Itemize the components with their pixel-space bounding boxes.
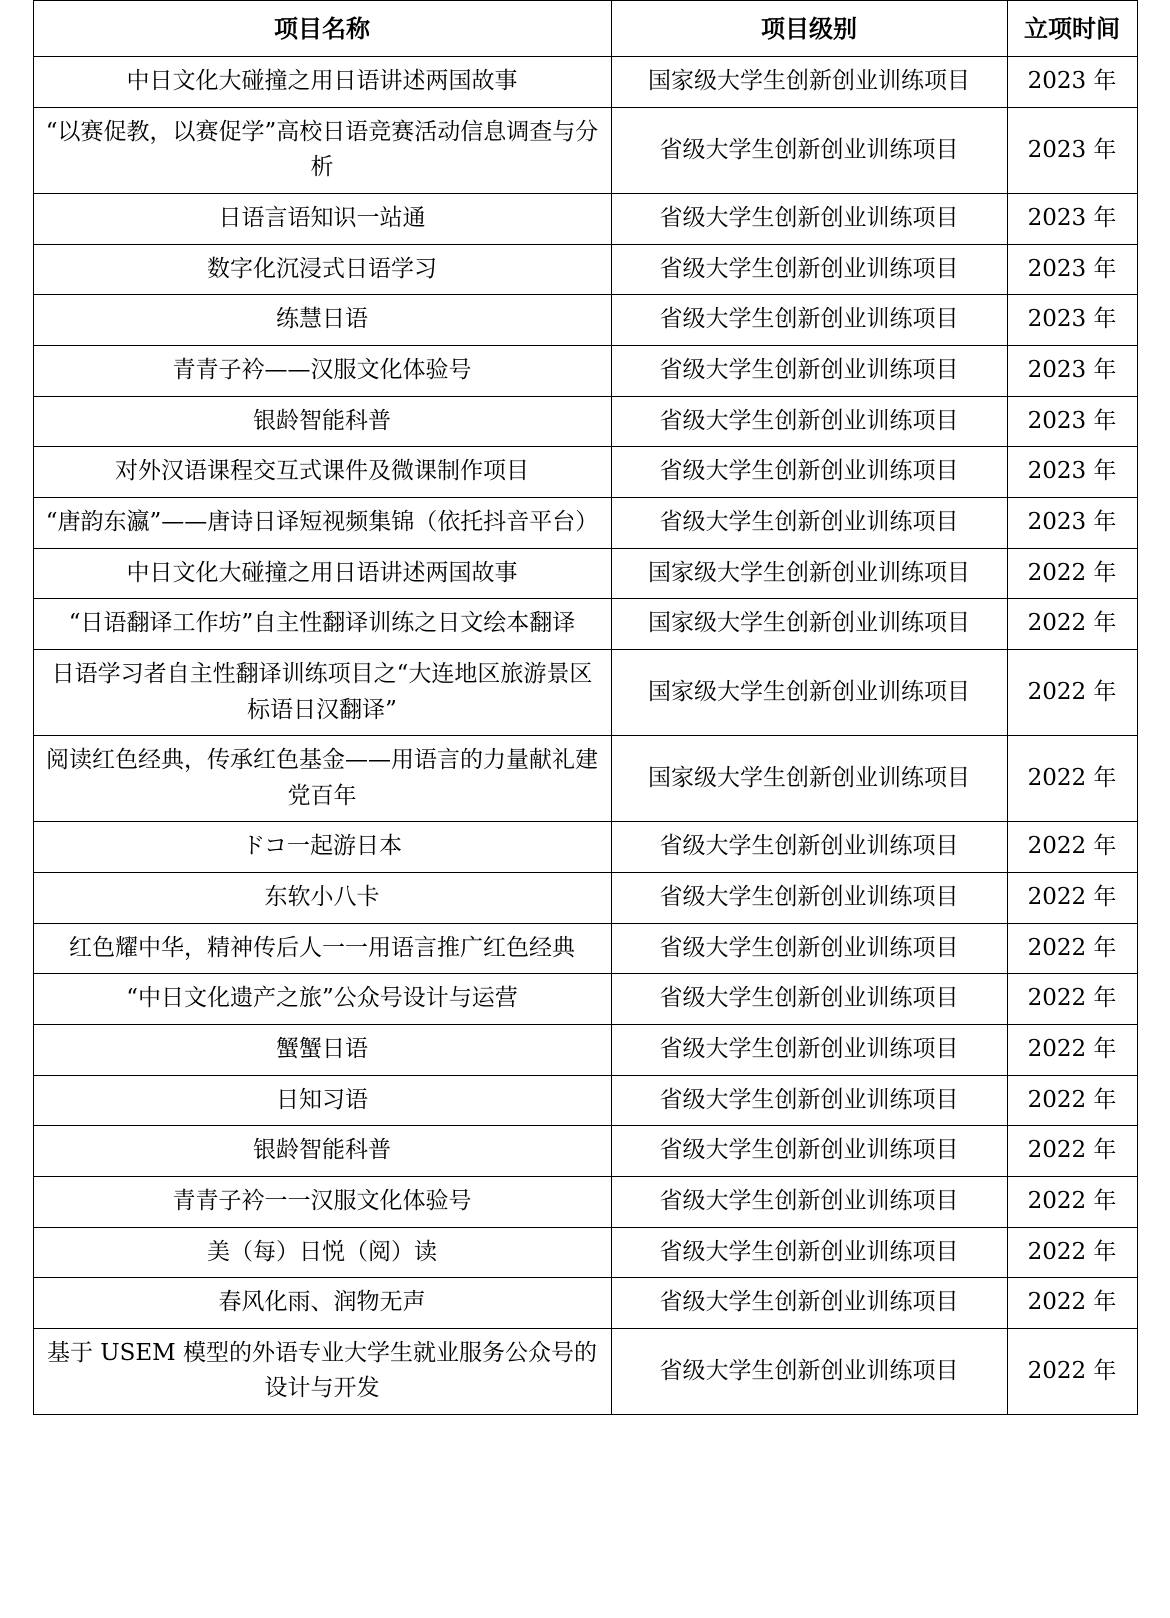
cell-project-name: “以赛促教，以赛促学”高校日语竞赛活动信息调查与分析 xyxy=(33,107,611,193)
table-row xyxy=(33,1328,1137,1414)
table-row xyxy=(33,736,1137,822)
table-row xyxy=(33,1025,1137,1076)
cell-approval-year: 2023 年 xyxy=(1007,244,1137,295)
cell-approval-year: 2022 年 xyxy=(1007,649,1137,735)
cell-approval-year: 2023 年 xyxy=(1007,295,1137,346)
cell-project-name: ドコ一起游日本 xyxy=(33,822,611,873)
cell-project-level: 省级大学生创新创业训练项目 xyxy=(611,244,1007,295)
cell-project-name: 中日文化大碰撞之用日语讲述两国故事 xyxy=(33,548,611,599)
cell-project-level: 省级大学生创新创业训练项目 xyxy=(611,1328,1007,1414)
cell-approval-year: 2022 年 xyxy=(1007,1075,1137,1126)
cell-project-level: 省级大学生创新创业训练项目 xyxy=(611,295,1007,346)
table-row xyxy=(33,1176,1137,1227)
cell-project-level: 省级大学生创新创业训练项目 xyxy=(611,346,1007,397)
cell-project-level: 国家级大学生创新创业训练项目 xyxy=(611,599,1007,650)
table-row xyxy=(33,822,1137,873)
table-row xyxy=(33,974,1137,1025)
cell-project-name: “唐韵东瀛”——唐诗日译短视频集锦（依托抖音平台） xyxy=(33,497,611,548)
cell-project-level: 省级大学生创新创业训练项目 xyxy=(611,873,1007,924)
cell-approval-year: 2023 年 xyxy=(1007,396,1137,447)
cell-project-level: 省级大学生创新创业训练项目 xyxy=(611,1075,1007,1126)
project-list-table xyxy=(33,0,1138,1415)
table-row xyxy=(33,396,1137,447)
cell-project-name: 青青子衿——汉服文化体验号 xyxy=(33,346,611,397)
cell-project-name: 红色耀中华，精神传后人一一用语言推广红色经典 xyxy=(33,923,611,974)
cell-approval-year: 2022 年 xyxy=(1007,1328,1137,1414)
cell-project-name: 阅读红色经典，传承红色基金——用语言的力量献礼建党百年 xyxy=(33,736,611,822)
cell-project-name: 日语学习者自主性翻译训练项目之“大连地区旅游景区标语日汉翻译” xyxy=(33,649,611,735)
cell-project-level: 国家级大学生创新创业训练项目 xyxy=(611,649,1007,735)
cell-approval-year: 2022 年 xyxy=(1007,923,1137,974)
cell-project-level: 省级大学生创新创业训练项目 xyxy=(611,447,1007,498)
table-row xyxy=(33,548,1137,599)
cell-project-level: 省级大学生创新创业训练项目 xyxy=(611,194,1007,245)
cell-project-name: 银龄智能科普 xyxy=(33,1126,611,1177)
cell-approval-year: 2023 年 xyxy=(1007,107,1137,193)
table-row xyxy=(33,1126,1137,1177)
cell-project-name: 练慧日语 xyxy=(33,295,611,346)
cell-project-name: 春风化雨、润物无声 xyxy=(33,1278,611,1329)
cell-project-level: 省级大学生创新创业训练项目 xyxy=(611,107,1007,193)
cell-approval-year: 2022 年 xyxy=(1007,822,1137,873)
cell-approval-year: 2022 年 xyxy=(1007,1176,1137,1227)
cell-approval-year: 2022 年 xyxy=(1007,1278,1137,1329)
cell-project-name: 日语言语知识一站通 xyxy=(33,194,611,245)
column-header-approval-year: 立项时间 xyxy=(1007,1,1137,57)
cell-project-name: “中日文化遗产之旅”公众号设计与运营 xyxy=(33,974,611,1025)
cell-project-name: 蟹蟹日语 xyxy=(33,1025,611,1076)
table-row xyxy=(33,107,1137,193)
cell-project-level: 省级大学生创新创业训练项目 xyxy=(611,1278,1007,1329)
cell-approval-year: 2022 年 xyxy=(1007,548,1137,599)
cell-project-name: 日知习语 xyxy=(33,1075,611,1126)
cell-approval-year: 2022 年 xyxy=(1007,974,1137,1025)
cell-project-name: 中日文化大碰撞之用日语讲述两国故事 xyxy=(33,57,611,108)
cell-project-level: 国家级大学生创新创业训练项目 xyxy=(611,57,1007,108)
table-row xyxy=(33,447,1137,498)
cell-project-level: 省级大学生创新创业训练项目 xyxy=(611,396,1007,447)
table-row xyxy=(33,295,1137,346)
cell-approval-year: 2022 年 xyxy=(1007,599,1137,650)
column-header-project-level: 项目级别 xyxy=(611,1,1007,57)
cell-project-level: 省级大学生创新创业训练项目 xyxy=(611,1176,1007,1227)
table-row xyxy=(33,57,1137,108)
cell-project-name: 数字化沉浸式日语学习 xyxy=(33,244,611,295)
column-header-project-name: 项目名称 xyxy=(33,1,611,57)
table-row xyxy=(33,1227,1137,1278)
cell-project-name: 东软小八卡 xyxy=(33,873,611,924)
cell-approval-year: 2023 年 xyxy=(1007,57,1137,108)
cell-project-level: 国家级大学生创新创业训练项目 xyxy=(611,736,1007,822)
table-row xyxy=(33,244,1137,295)
cell-project-level: 省级大学生创新创业训练项目 xyxy=(611,1126,1007,1177)
cell-project-name: 基于 USEM 模型的外语专业大学生就业服务公众号的设计与开发 xyxy=(33,1328,611,1414)
cell-approval-year: 2023 年 xyxy=(1007,194,1137,245)
table-row xyxy=(33,346,1137,397)
cell-project-name: 对外汉语课程交互式课件及微课制作项目 xyxy=(33,447,611,498)
table-row xyxy=(33,1278,1137,1329)
cell-approval-year: 2022 年 xyxy=(1007,1126,1137,1177)
table-row xyxy=(33,1075,1137,1126)
cell-project-level: 省级大学生创新创业训练项目 xyxy=(611,974,1007,1025)
cell-approval-year: 2023 年 xyxy=(1007,497,1137,548)
cell-project-level: 国家级大学生创新创业训练项目 xyxy=(611,548,1007,599)
cell-project-level: 省级大学生创新创业训练项目 xyxy=(611,822,1007,873)
cell-project-name: 青青子衿一一汉服文化体验号 xyxy=(33,1176,611,1227)
table-row xyxy=(33,497,1137,548)
cell-approval-year: 2022 年 xyxy=(1007,1227,1137,1278)
cell-project-level: 省级大学生创新创业训练项目 xyxy=(611,497,1007,548)
cell-project-name: 美（每）日悦（阅）读 xyxy=(33,1227,611,1278)
cell-approval-year: 2022 年 xyxy=(1007,873,1137,924)
cell-project-name: 银龄智能科普 xyxy=(33,396,611,447)
table-row xyxy=(33,599,1137,650)
table-row xyxy=(33,923,1137,974)
cell-project-level: 省级大学生创新创业训练项目 xyxy=(611,1227,1007,1278)
cell-project-level: 省级大学生创新创业训练项目 xyxy=(611,923,1007,974)
cell-approval-year: 2022 年 xyxy=(1007,1025,1137,1076)
table-row xyxy=(33,649,1137,735)
table-row xyxy=(33,194,1137,245)
cell-project-name: “日语翻译工作坊”自主性翻译训练之日文绘本翻译 xyxy=(33,599,611,650)
cell-approval-year: 2023 年 xyxy=(1007,447,1137,498)
cell-approval-year: 2022 年 xyxy=(1007,736,1137,822)
cell-project-level: 省级大学生创新创业训练项目 xyxy=(611,1025,1007,1076)
cell-approval-year: 2023 年 xyxy=(1007,346,1137,397)
table-header-row xyxy=(33,1,1137,57)
table-row xyxy=(33,873,1137,924)
table-body xyxy=(33,57,1137,1415)
